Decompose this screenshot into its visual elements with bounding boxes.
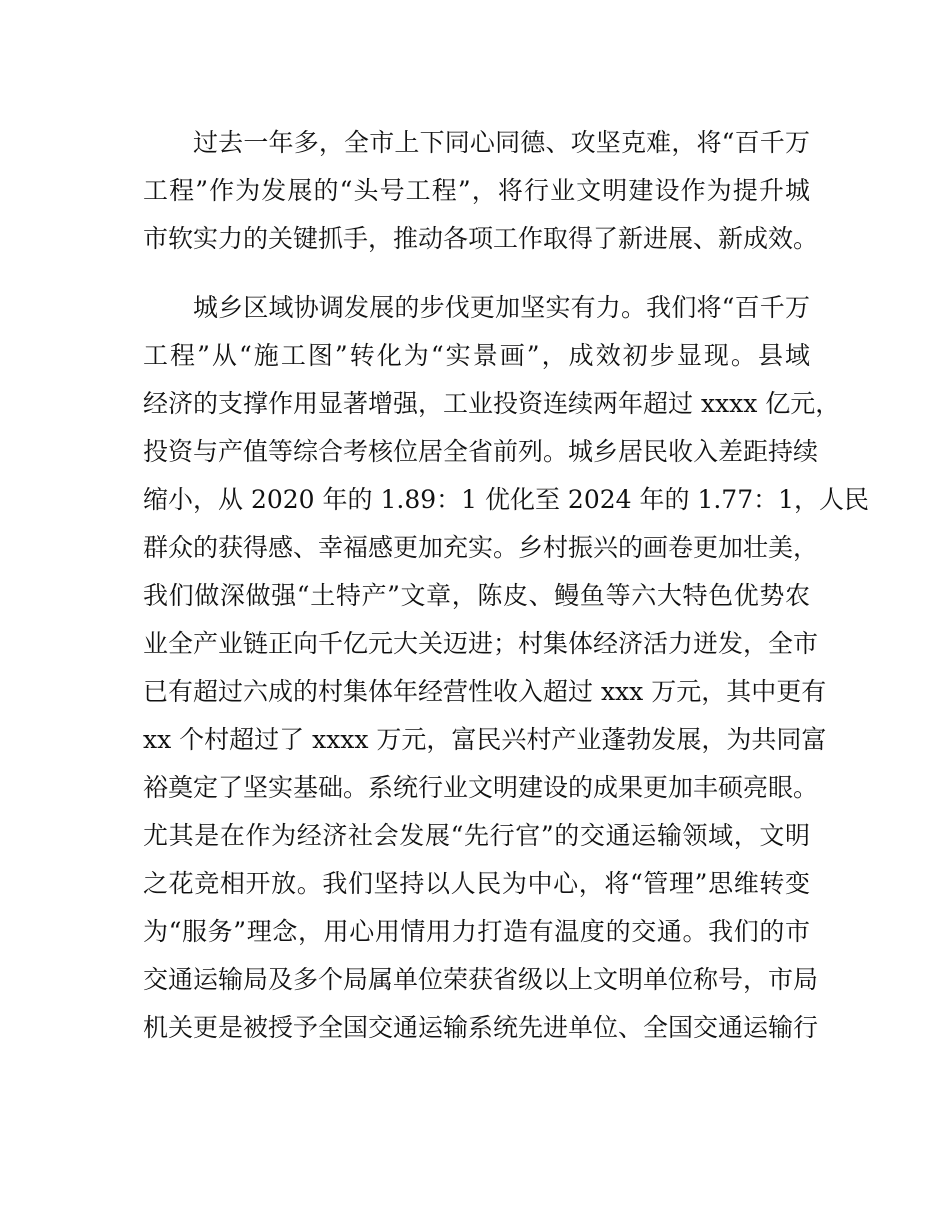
paragraph-2-line-15: 交通运输局及多个局属单位荣获省级以上文明单位称号，市局 xyxy=(143,965,819,994)
paragraph-2-line-6: 群众的获得感、幸福感更加充实。乡村振兴的画卷更加壮美， xyxy=(143,533,819,562)
paragraph-2-line-3: 经济的支撑作用显著增强，工业投资连续两年超过 xxxx 亿元， xyxy=(143,389,841,418)
paragraph-2-line-7: 我们做深做强“土特产”文章，陈皮、鳗鱼等六大特色优势农 xyxy=(143,581,810,610)
paragraph-1-line-2: 工程”作为发展的“头号工程”，将行业文明建设作为提升城 xyxy=(143,176,810,205)
paragraph-2-line-10: xx 个村超过了 xxxx 万元，富民兴村产业蓬勃发展，为共同富 xyxy=(143,725,827,754)
paragraph-2-line-12: 尤其是在作为经济社会发展“先行官”的交通运输领域，文明 xyxy=(143,821,810,850)
paragraph-2-line-13: 之花竞相开放。我们坚持以人民为中心，将“管理”思维转变 xyxy=(143,869,810,898)
paragraph-2-line-11: 裕奠定了坚实基础。系统行业文明建设的成果更加丰硕亮眼。 xyxy=(143,773,819,802)
paragraph-2-line-5: 缩小，从 2020 年的 1.89：1 优化至 2024 年的 1.77：1，人民 xyxy=(143,485,870,514)
paragraph-2-line-14: 为“服务”理念，用心用情用力打造有温度的交通。我们的市 xyxy=(143,917,810,946)
paragraph-2-line-9: 已有超过六成的村集体年经营性收入超过 xxx 万元，其中更有 xyxy=(143,677,827,706)
paragraph-1-line-3: 市软实力的关键抓手，推动各项工作取得了新进展、新成效。 xyxy=(143,224,819,253)
paragraph-2-line-8: 业全产业链正向千亿元大关迈进；村集体经济活力迸发，全市 xyxy=(143,629,819,658)
paragraph-2-line-1: 城乡区域协调发展的步伐更加坚实有力。我们将“百千万 xyxy=(193,293,810,322)
paragraph-1 xyxy=(143,119,819,263)
paragraph-2-line-16: 机关更是被授予全国交通运输系统先进单位、全国交通运输行 xyxy=(143,1013,819,1042)
paragraph-2-line-2: 工程”从“施工图”转化为“实景画”，成效初步显现。县域 xyxy=(143,341,810,370)
paragraph-2 xyxy=(143,284,870,1052)
paragraph-2-line-4: 投资与产值等综合考核位居全省前列。城乡居民收入差距持续 xyxy=(143,437,819,466)
paragraph-1-line-1: 过去一年多，全市上下同心同德、攻坚克难，将“百千万 xyxy=(193,128,810,157)
